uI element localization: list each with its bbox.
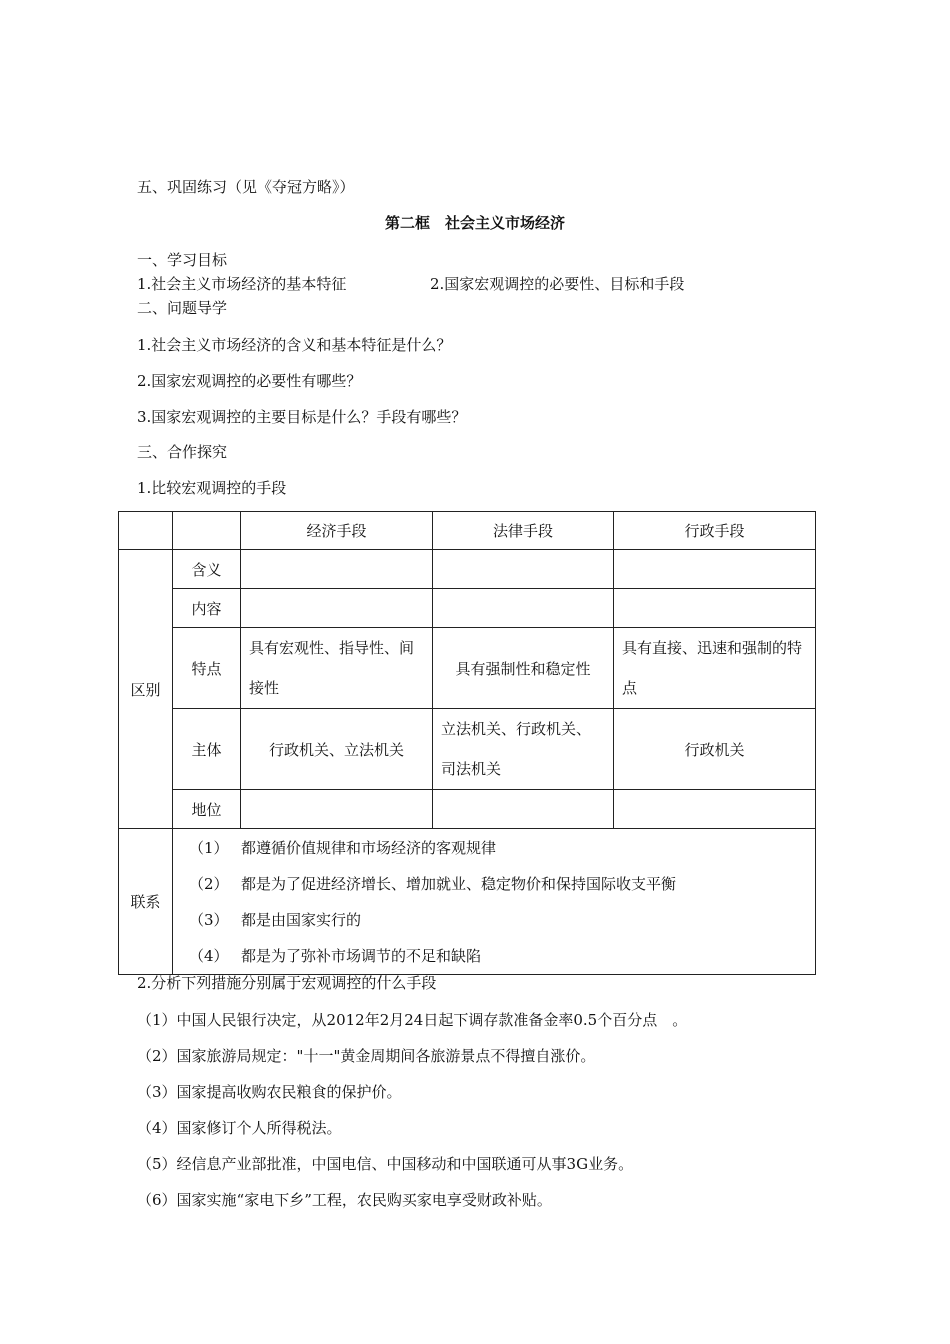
connection-item (183, 830, 807, 866)
question-3: 3.国家宏观调控的主要目标是什么？手段有哪些？ (137, 408, 467, 426)
header-economic: 经济手段 (241, 512, 433, 550)
connection-number: （4） (189, 946, 229, 965)
goal-2: 2.国家宏观调控的必要性、目标和手段 (430, 275, 685, 293)
question-2: 2.国家宏观调控的必要性有哪些？ (137, 372, 362, 390)
table-row (119, 550, 816, 589)
table-row (119, 790, 816, 829)
corner-cell-2 (173, 512, 241, 550)
table-caption: 1.比较宏观调控的手段 (137, 479, 287, 497)
section-one-heading: 一、学习目标 (137, 251, 228, 269)
measure-6: （6）国家实施“家电下乡”工程，农民购买家电享受财政补贴。 (137, 1191, 552, 1209)
connection-number: （3） (189, 910, 229, 929)
table-cell (433, 550, 614, 589)
table-row (119, 589, 816, 628)
group-label-connection: 联系 (119, 829, 173, 975)
table-cell (241, 790, 433, 829)
measure-4: （4）国家修订个人所得税法。 (137, 1119, 342, 1137)
measure-1: （1）中国人民银行决定，从2012年2月24日起下调存款准备金率0.5个百分点 。 (137, 1011, 688, 1029)
corner-cell-1 (119, 512, 173, 550)
connection-text: 都是为了弥补市场调节的不足和缺陷 (241, 946, 482, 965)
measure-2: （2）国家旅游局规定："十一"黄金周期间各旅游景点不得擅自涨价。 (137, 1047, 596, 1065)
row-label: 地位 (173, 790, 241, 829)
table-cell (614, 550, 816, 589)
connection-item (183, 902, 807, 938)
section-three-heading: 三、合作探究 (137, 443, 228, 461)
row-label: 主体 (173, 709, 241, 790)
header-legal: 法律手段 (433, 512, 614, 550)
table-row (119, 709, 816, 790)
connection-cell (173, 829, 816, 975)
table-cell: 具有强制性和稳定性 (433, 628, 614, 709)
connection-item (183, 938, 807, 974)
table-cell: 具有直接、迅速和强制的特点 (614, 628, 816, 709)
group-label-difference: 区别 (119, 550, 173, 829)
table-cell: 行政机关、立法机关 (241, 709, 433, 790)
table-cell (614, 790, 816, 829)
comparison-table (118, 511, 816, 975)
page-title: 第二框 社会主义市场经济 (384, 214, 565, 232)
measure-3: （3）国家提高收购农民粮食的保护价。 (137, 1083, 402, 1101)
task-2-heading: 2.分析下列措施分别属于宏观调控的什么手段 (137, 974, 437, 992)
connection-number: （2） (189, 874, 229, 893)
header-administrative: 行政手段 (614, 512, 816, 550)
section-two-heading: 二、问题导学 (137, 299, 228, 317)
table-cell: 行政机关 (614, 709, 816, 790)
row-label: 含义 (173, 550, 241, 589)
connection-text: 都是为了促进经济增长、增加就业、稳定物价和保持国际收支平衡 (241, 874, 677, 893)
table-row (119, 628, 816, 709)
goal-1: 1.社会主义市场经济的基本特征 (137, 275, 347, 293)
measure-5: （5）经信息产业部批准，中国电信、中国移动和中国联通可从事3G业务。 (137, 1155, 634, 1173)
table-cell (433, 589, 614, 628)
connection-text: 都遵循价值规律和市场经济的客观规律 (241, 838, 497, 857)
table-cell (241, 550, 433, 589)
question-1: 1.社会主义市场经济的含义和基本特征是什么？ (137, 336, 452, 354)
connection-text: 都是由国家实行的 (241, 910, 362, 929)
table-row-connection (119, 829, 816, 975)
row-label: 特点 (173, 628, 241, 709)
section-five-heading: 五、巩固练习（见《夺冠方略》） (137, 178, 355, 196)
table-cell (614, 589, 816, 628)
table-cell: 立法机关、行政机关、司法机关 (433, 709, 614, 790)
table-cell (241, 589, 433, 628)
table-header-row (119, 512, 816, 550)
connection-number: （1） (189, 838, 229, 857)
connection-item (183, 866, 807, 902)
table-cell (433, 790, 614, 829)
table-cell: 具有宏观性、指导性、间接性 (241, 628, 433, 709)
row-label: 内容 (173, 589, 241, 628)
